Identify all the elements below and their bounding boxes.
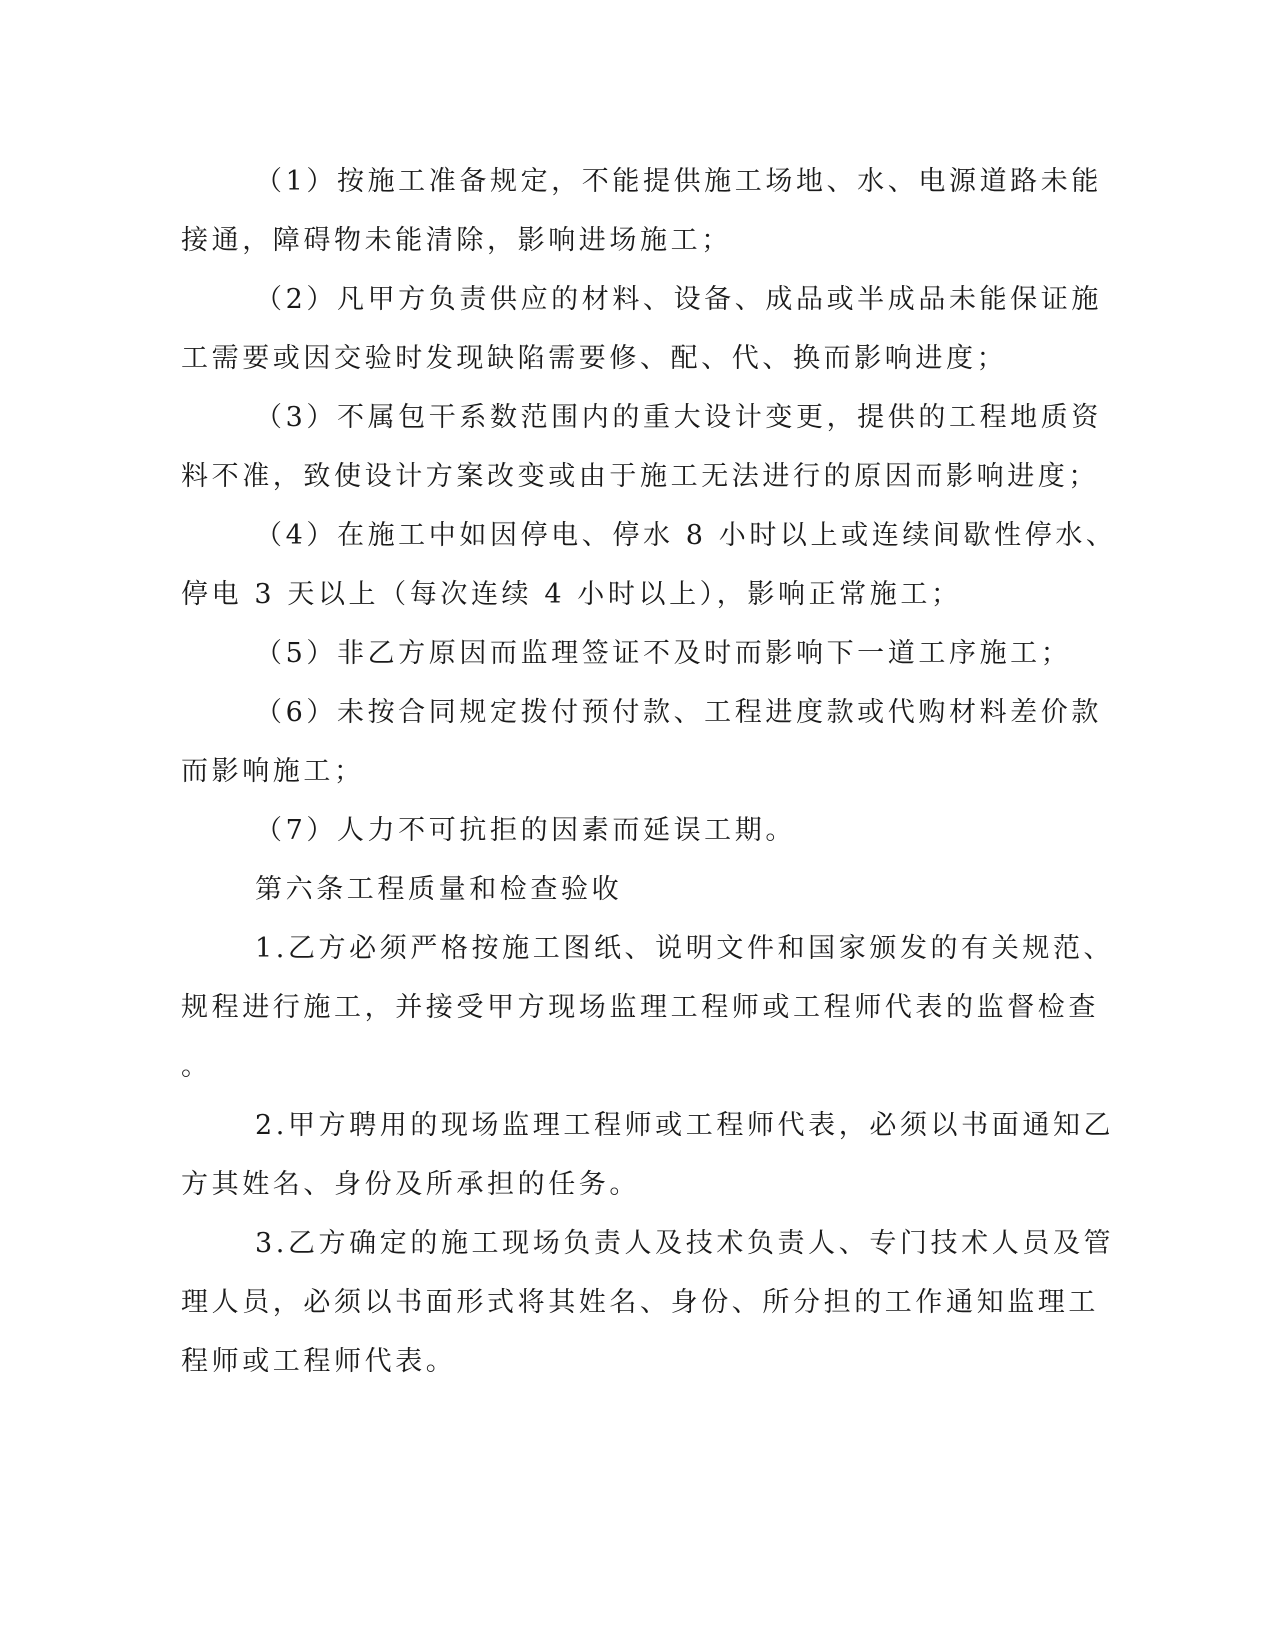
paragraph-line: 2.甲方聘用的现场监理工程师或工程师代表，必须以书面通知乙 bbox=[255, 1110, 1115, 1141]
paragraph-line: 3.乙方确定的施工现场负责人及技术负责人、专门技术人员及管 bbox=[255, 1228, 1115, 1259]
paragraph-line: 。 bbox=[181, 1051, 212, 1082]
paragraph-line: 而影响施工； bbox=[181, 756, 365, 787]
paragraph-line: 接通，障碍物未能清除，影响进场施工； bbox=[181, 225, 732, 256]
paragraph-line: （6）未按合同规定拨付预付款、工程进度款或代购材料差价款 bbox=[255, 697, 1102, 728]
paragraph-line: （2）凡甲方负责供应的材料、设备、成品或半成品未能保证施 bbox=[255, 284, 1102, 315]
paragraph-line: 方其姓名、身份及所承担的任务。 bbox=[181, 1169, 640, 1200]
paragraph-line: （3）不属包干系数范围内的重大设计变更，提供的工程地质资 bbox=[255, 402, 1102, 433]
paragraph-line: 工需要或因交验时发现缺陷需要修、配、代、换而影响进度； bbox=[181, 343, 1008, 374]
paragraph-line: （1）按施工准备规定，不能提供施工场地、水、电源道路未能 bbox=[255, 166, 1102, 197]
section-heading: 第六条工程质量和检查验收 bbox=[255, 874, 623, 905]
paragraph-line: 理人员，必须以书面形式将其姓名、身份、所分担的工作通知监理工 bbox=[181, 1287, 1099, 1318]
paragraph-line: 1.乙方必须严格按施工图纸、说明文件和国家颁发的有关规范、 bbox=[255, 933, 1115, 964]
paragraph-line: （5）非乙方原因而监理签证不及时而影响下一道工序施工； bbox=[255, 638, 1072, 669]
paragraph-line: 停电 3 天以上（每次连续 4 小时以上），影响正常施工； bbox=[181, 579, 962, 610]
paragraph-line: （7）人力不可抗拒的因素而延误工期。 bbox=[255, 815, 796, 846]
paragraph-line: 规程进行施工，并接受甲方现场监理工程师或工程师代表的监督检查 bbox=[181, 992, 1099, 1023]
paragraph-line: （4）在施工中如因停电、停水 8 小时以上或连续间歇性停水、 bbox=[255, 520, 1117, 551]
paragraph-line: 程师或工程师代表。 bbox=[181, 1346, 457, 1377]
paragraph-line: 料不准，致使设计方案改变或由于施工无法进行的原因而影响进度； bbox=[181, 461, 1099, 492]
